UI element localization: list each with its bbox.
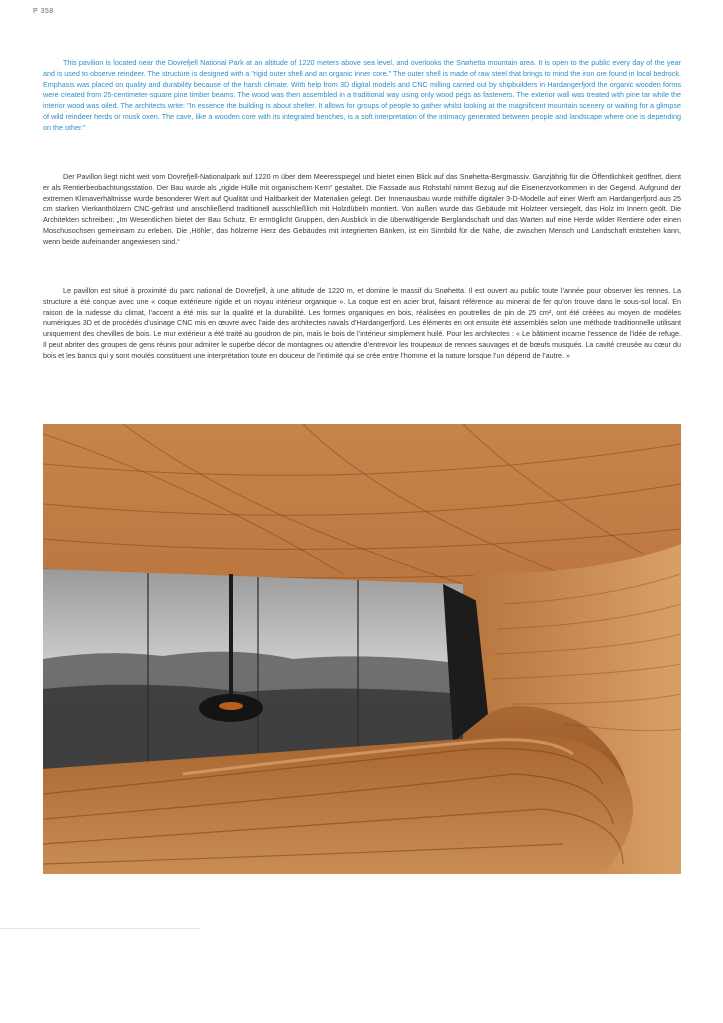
footer-rule	[0, 928, 200, 929]
page-number: P 358	[33, 8, 54, 15]
french-paragraph: Le pavillon est situé à proximité du parc national de Dovrefjell, à une altitude de 1220 m, et domine le massif du Snøhetta. Il est ouvert au public toute l’année pour observer les rennes. La structure a été conçue avec une « coque extérieure rigide et un noyau intérieur organique ». La coque est en acier brut, faisant référence au minerai de fer qu’on trouve dans le sous-sol local. En raison de la rudesse du climat, l’accent a été mis sur la qualité et la durabilité. Les formes organiques en bois, réalisées en poutrelles de pin de 25 cm², ont été créées au moyen de modèles numériques 3D et de procédés d’usinage CNC mis en œuvre avec l’aide des architectes navals d’Hardangerfjord. Les éléments en ont ensuite été assemblés selon une méthode traditionnelle utilisant uniquement des chevilles de bois. Le mur extérieur a été traité au goudron de pin, mais le bois de l’intérieur simplement huilé. Pour les architectes : « Le bâtiment incarne l’essence de l’idée de refuge. Il peut abriter des groupes de gens réunis pour admirer le superbe décor de montagnes ou attendre d’entrevoir les troupeaux de rennes sauvages et de bœufs musqués. La cavité creusée au cœur du bois et les bancs qui y sont moulés constituent une interprétation toute en douceur de l’intimité qui se crée entre l’homme et la nature lorsque l’un dépend de l’autre. »	[43, 286, 681, 360]
german-paragraph: Der Pavillon liegt nicht weit vom Dovrefjell-Nationalpark auf 1220 m über dem Meeresspiegel und bietet einen Blick auf das Snøhetta-Bergmassiv. Ganzjährig für die Öffentlichkeit geöffnet, dient er als Rentierbeobachtungsstation. Der Bau wurde als „rigide Hülle mit organischem Kern“ gestaltet. Die Fassade aus Rohstahl nimmt Bezug auf die Eisenerzvorkommen in der Gegend. Aufgrund der extremen Klimaverhältnisse wurde besonderer Wert auf Qualität und Haltbarkeit der Materialien gelegt. Der Innenausbau wurde mithilfe digitaler 3-D-Modelle auf einer Werft am Hardangerfjord aus 25 cm starken Vierkanthölzern CNC-gefräst und anschließend traditionell ausschließlich mit Holzdübeln montiert. Von außen wurde das Gebäude mit Holzteer versiegelt, das Holz im Innern geölt. Die Architekten schreiben: „Im Wesentlichen bietet der Bau Schutz. Er ermöglicht Gruppen, den Ausblick in die überwältigende Berglandschaft und das Warten auf eine Herde wilder Rentiere oder einen Moschusochsen gemeinsam zu erleben. Die ‚Höhle‘, das hölzerne Herz des Gebäudes mit integrierten Bänken, ist ein Sinnbild für die Nähe, die zwischen Mensch und Landschaft entstehen kann, wenn beide aufeinander angewiesen sind.“	[43, 172, 681, 246]
english-paragraph: This pavilion is located near the Dovrefjell National Park at an altitude of 1220 meters above sea level, and overlooks the Snøhetta mountain area. It is open to the public every day of the year and is used to observe reindeer. The structure is designed with a "rigid outer shell and an organic inner core." The outer shell is made of raw steel that brings to mind the iron ore found in local bedrock. Emphasis was placed on quality and durability because of the harsh climate. With help from 3D digital models and CNC milling carried out by shipbuilders in Hardangerfjord the organic wooden forms were created from 25-centimeter-square pine timber beams. The wood was then assembled in a traditional way using only wood pegs as fasteners. The exterior wall was treated with pine tar while the interior wood was oiled. The architects write: "In essence the building is about shelter. It allows for groups of people to gather whilst looking at the magnificent mountain scenery or waiting for a glimpse of wild reindeer herds or musk oxen. The cave, like a wooden core with its integrated benches, is a soft interpretation of the intimacy generated between people and landscape where one is depending on the other."	[43, 58, 681, 132]
pavilion-interior-illustration	[43, 424, 681, 874]
fireplace-flue	[229, 574, 233, 694]
pavilion-interior-photo	[43, 424, 681, 874]
